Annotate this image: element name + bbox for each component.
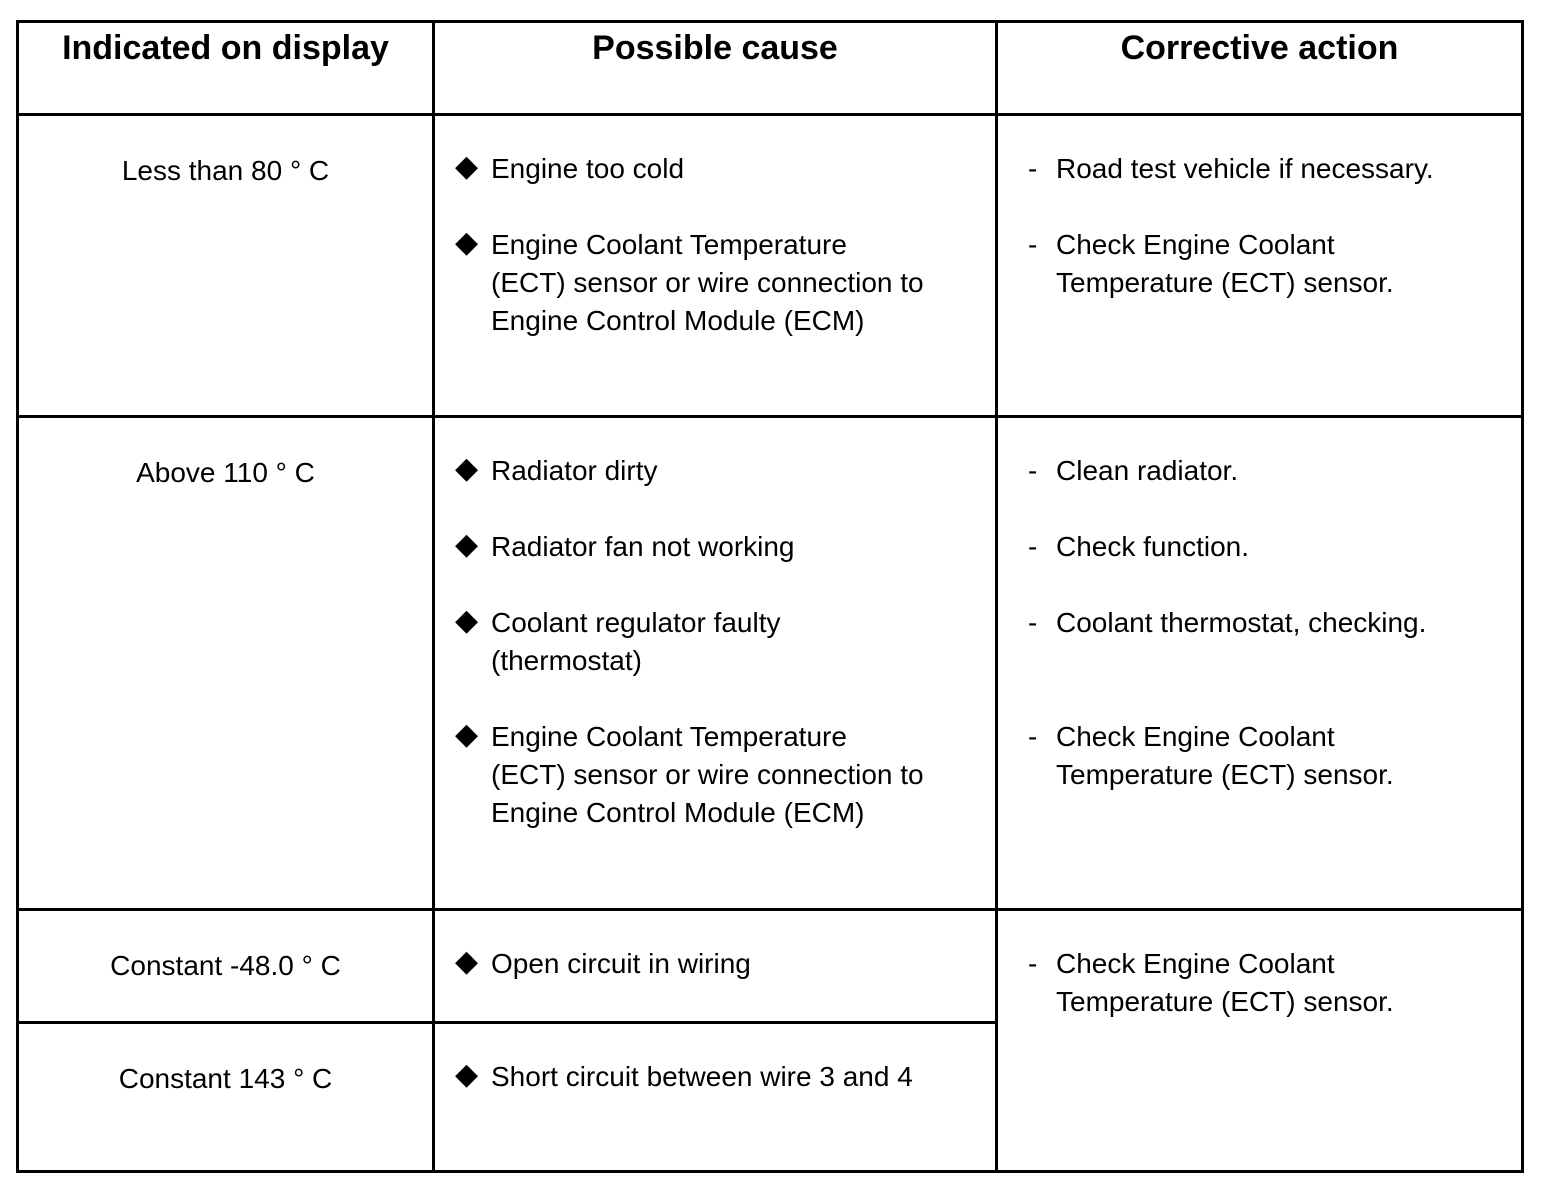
- action-item: [1028, 945, 1521, 1021]
- action-item: [1028, 150, 1521, 188]
- header-possible-cause: [435, 23, 998, 116]
- action-text: Clean radiator.: [1056, 455, 1239, 486]
- action-item: [1028, 718, 1521, 794]
- dash-bullet: -: [1028, 531, 1038, 562]
- diamond-bullet-icon: ◆: [455, 528, 479, 561]
- cause-item: [455, 604, 995, 680]
- cause-item: [455, 1058, 995, 1096]
- header-label: Indicated on display: [62, 29, 389, 67]
- action-text: Coolant thermostat, checking.: [1056, 607, 1427, 638]
- dash-bullet: -: [1028, 153, 1038, 184]
- action-item: [1028, 226, 1521, 302]
- cause-text: Open circuit in wiring: [491, 948, 751, 979]
- diamond-bullet-icon: ◆: [455, 604, 479, 637]
- cause-cell: [435, 418, 998, 911]
- diamond-bullet-icon: ◆: [455, 945, 479, 978]
- action-text: Road test vehicle if necessary.: [1056, 153, 1434, 184]
- cause-cell: [435, 911, 998, 1024]
- cause-item: [455, 452, 995, 490]
- cause-text: Coolant regulator faulty (thermostat): [491, 607, 781, 676]
- dash-bullet: -: [1028, 607, 1038, 638]
- indicated-cell: [19, 418, 435, 911]
- indicated-value: Constant -48.0 ° C: [110, 950, 341, 981]
- diamond-bullet-icon: ◆: [455, 452, 479, 485]
- dash-bullet: -: [1028, 948, 1038, 979]
- cause-text: Engine too cold: [491, 153, 685, 184]
- indicated-value: Less than 80 ° C: [121, 155, 330, 186]
- diamond-bullet-icon: ◆: [455, 226, 479, 259]
- cause-text: Radiator fan not working: [491, 531, 795, 562]
- cause-item: [455, 528, 995, 566]
- indicated-cell: [19, 1024, 435, 1170]
- indicated-cell: [19, 911, 435, 1024]
- cause-text: Radiator dirty: [491, 455, 658, 486]
- cause-cell: [435, 116, 998, 418]
- diamond-bullet-icon: ◆: [455, 1058, 479, 1091]
- action-item: [1028, 604, 1521, 642]
- header-label: Corrective action: [1120, 29, 1399, 67]
- action-item: [1028, 528, 1521, 566]
- diamond-bullet-icon: ◆: [455, 718, 479, 751]
- cause-item: [455, 150, 995, 188]
- cause-item: [455, 718, 995, 832]
- cause-text: Engine Coolant Temperature (ECT) sensor or wire connection to Engine Control Module (ECM): [491, 721, 924, 828]
- action-cell: [998, 116, 1521, 418]
- dash-bullet: -: [1028, 229, 1038, 260]
- header-label: Possible cause: [592, 29, 838, 67]
- cause-text: Short circuit between wire 3 and 4: [491, 1061, 913, 1092]
- dash-bullet: -: [1028, 721, 1038, 752]
- shared-action-cell: [998, 911, 1521, 1170]
- indicated-value: Constant 143 ° C: [118, 1063, 333, 1094]
- indicated-value: Above 110 ° C: [136, 457, 315, 488]
- cause-cell: [435, 1024, 998, 1170]
- indicated-cell: [19, 116, 435, 418]
- dash-bullet: -: [1028, 455, 1038, 486]
- action-text: Check Engine Coolant Temperature (ECT) sensor.: [1056, 229, 1394, 298]
- cause-item: [455, 226, 995, 340]
- action-text: Check Engine Coolant Temperature (ECT) sensor.: [1056, 948, 1394, 1017]
- cause-item: [455, 945, 995, 983]
- cause-text: Engine Coolant Temperature (ECT) sensor or wire connection to Engine Control Module (ECM): [491, 229, 924, 336]
- diamond-bullet-icon: ◆: [455, 150, 479, 183]
- action-cell: [998, 418, 1521, 911]
- header-corrective-action: [998, 23, 1521, 116]
- action-item: [1028, 452, 1521, 490]
- header-indicated-on-display: [19, 23, 435, 116]
- action-text: Check Engine Coolant Temperature (ECT) sensor.: [1056, 721, 1394, 790]
- action-text: Check function.: [1056, 531, 1249, 562]
- troubleshooting-table: [16, 20, 1524, 1173]
